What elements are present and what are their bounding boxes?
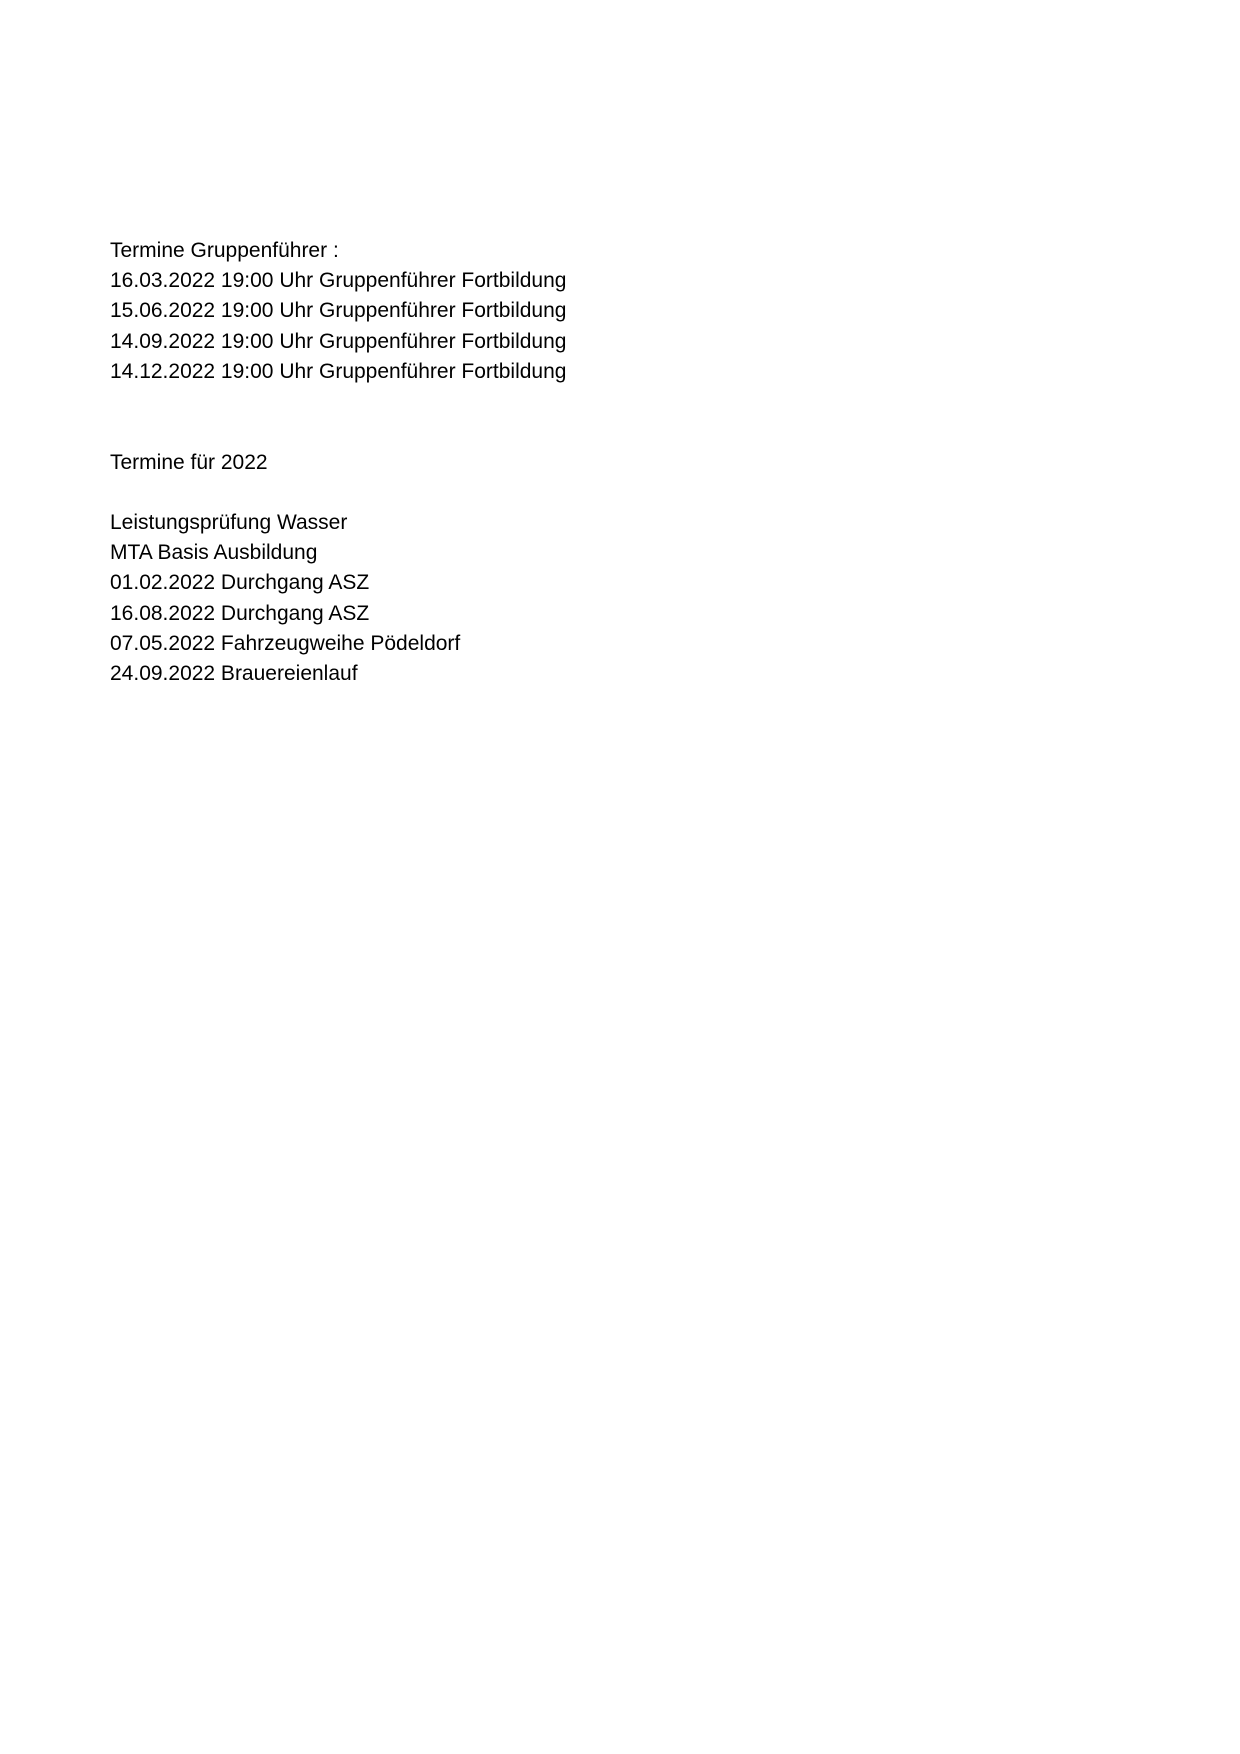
termine-2022-item: MTA Basis Ausbildung xyxy=(110,541,318,565)
gruppenfuehrer-section xyxy=(110,236,910,387)
termine-2022-item: 07.05.2022 Fahrzeugweihe Pödeldorf xyxy=(110,631,461,655)
gruppenfuehrer-date-item: 14.09.2022 19:00 Uhr Gruppenführer Fortbildung xyxy=(110,329,567,353)
gruppenfuehrer-date-item: 16.03.2022 19:00 Uhr Gruppenführer Fortbildung xyxy=(110,269,567,293)
termine-2022-item: 01.02.2022 Durchgang ASZ xyxy=(110,571,370,595)
termine-2022-item: 16.08.2022 Durchgang ASZ xyxy=(110,601,370,625)
gruppenfuehrer-date-item: 14.12.2022 19:00 Uhr Gruppenführer Fortbildung xyxy=(110,359,567,383)
termine-2022-heading-block xyxy=(110,448,910,478)
termine-2022-item: Leistungsprüfung Wasser xyxy=(110,511,348,534)
termine-2022-section xyxy=(110,508,910,689)
termine-2022-heading: Termine für 2022 xyxy=(110,451,268,474)
termine-2022-item: 24.09.2022 Brauereienlauf xyxy=(110,662,358,686)
gruppenfuehrer-date-item: 15.06.2022 19:00 Uhr Gruppenführer Fortbildung xyxy=(110,299,567,323)
gruppenfuehrer-heading: Termine Gruppenführer : xyxy=(110,239,339,262)
